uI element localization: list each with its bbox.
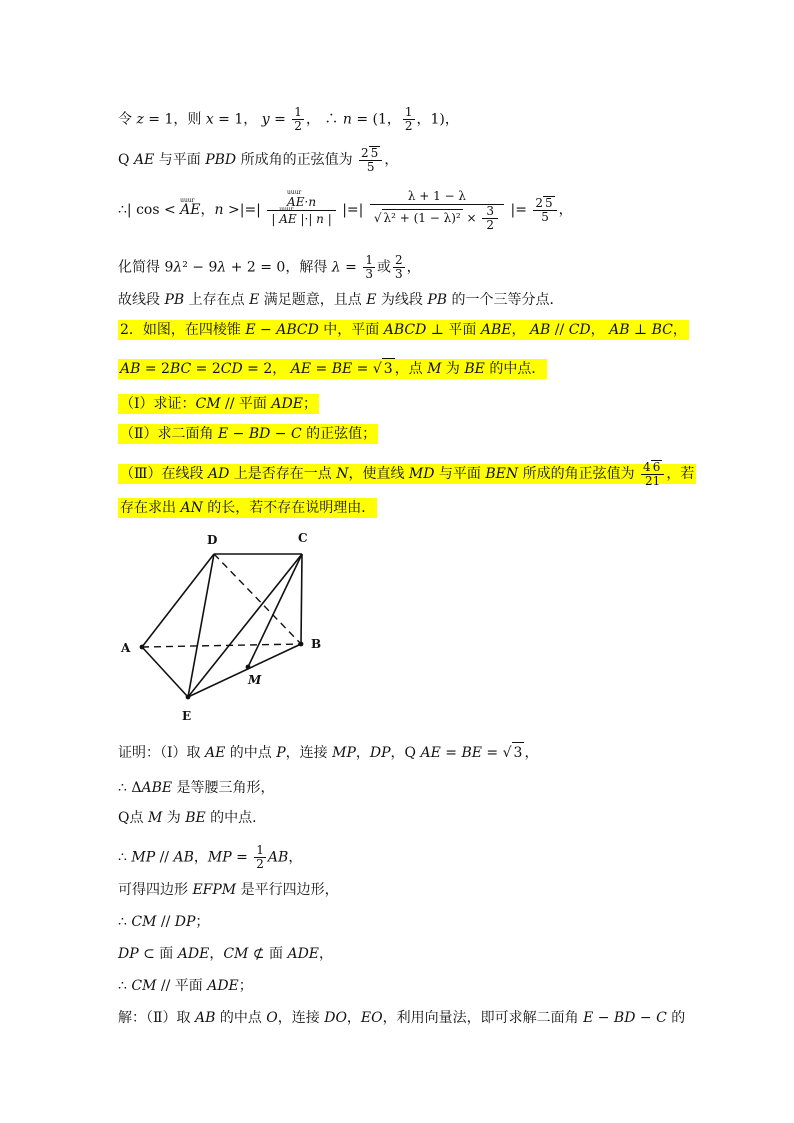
pyramid-diagram xyxy=(118,527,330,723)
edge-DE xyxy=(188,554,214,697)
label-D: D xyxy=(207,533,218,547)
pyramid-figure xyxy=(118,527,330,723)
edge-AE xyxy=(142,647,188,697)
proof-line-4: ∴ MP // AB，MP = $\frac{1}{2}$ AB， xyxy=(118,843,303,871)
question-2-part-2: （Ⅱ）求二面角 E − BD − C 的正弦值； xyxy=(120,426,377,442)
fraction-4sqrt6-over-21: $\frac{4 6}{21}$ xyxy=(641,460,664,488)
label-E: E xyxy=(182,709,192,723)
solution-line-4: 化简得 9λ² − 9λ + 2 = 0，解得 λ = $\frac{1}{3}$ 或 $\frac{2}{3}$ ， xyxy=(118,253,421,281)
edge-AD xyxy=(142,554,214,647)
vertex-M xyxy=(246,665,251,670)
proof-line-9: 解：（Ⅱ）取 AB 的中点 O，连接 DO，EO，利用向量法，即可求解二面角 E − BD − C 的 xyxy=(118,1010,686,1026)
proof-line-6: ∴ CM // DP； xyxy=(118,914,210,930)
proof-line-5: 可得四边形 EFPM 是平行四边形， xyxy=(118,882,339,898)
question-2-line-2: AB = 2BC = 2CD = 2， AE = BE = √ 3 ，点 M 为 BE 的中点． xyxy=(118,358,547,379)
fraction-half: $\frac{1}{2}$ xyxy=(294,105,302,133)
solution-line-1: 令 z = 1，则 x = 1， y = $\frac{1}{2}$ ， ∴ n = (1， $\frac{1}{2}$ ，1)， xyxy=(118,105,459,133)
fraction-dot-product: u u u r $\frac{AE\cdot n}{\text{| u u u r AE |·| n |}}$ xyxy=(267,194,335,227)
fraction-2sqrt5-over-5: $\frac{2 5}{5}$ xyxy=(359,146,382,174)
label-B: B xyxy=(311,637,322,651)
fraction-lambda: λ + 1 − λ √ λ² + (1 − λ)² × $\frac{3}{2}$ xyxy=(370,188,504,232)
fraction-2sqrt5-over-5: $\frac{2 5}{5}$ xyxy=(533,196,556,224)
edge-EB xyxy=(188,644,301,697)
vertex-A xyxy=(140,645,145,650)
question-2-part-3-cont: 存在求出 AN 的长，若不存在说明理由． xyxy=(120,500,376,516)
vertex-B xyxy=(299,642,304,647)
fraction-half: $\frac{1}{2}$ xyxy=(404,105,413,133)
edge-CE xyxy=(188,554,302,697)
question-2-line-1: 2．如图，在四棱锥 E − ABCD 中，平面 ABCD ⊥ 平面 ABE， AB // CD， AB ⊥ BC， xyxy=(120,322,687,338)
edge-AB-hidden xyxy=(142,644,301,647)
label-M: M xyxy=(248,673,262,687)
edge-DB-hidden xyxy=(214,554,301,644)
fraction-half: $\frac{1}{2}$ xyxy=(256,843,264,871)
proof-line-1: 证明：（Ⅰ）取 AE 的中点 P，连接 MP，DP，Q AE = BE = √ 3 ， xyxy=(118,742,538,763)
question-2-part-3: （Ⅲ）在线段 AD 上是否存在一点 N，使直线 MD 与平面 BEN 所成的角正弦值为 $\frac{4 6}{21}$ ，若 xyxy=(120,460,695,488)
edge-CB xyxy=(301,554,302,644)
solution-line-5: 故线段 PB 上存在点 E 满足题意，且点 E 为线段 PB 的一个三等分点． xyxy=(118,292,564,308)
solution-line-3: ∴| cos < u u u r AE，n >|=| u u u r $\frac{AE\cdot n}{\text{| u u u r AE |·| n |}}$ |=| λ + 1 − λ √ λ² + (1 − λ)² × $\frac{3}{2}$ |= $\frac{2 5}{5}$ ， xyxy=(118,188,573,232)
label-C: C xyxy=(298,531,308,545)
label-A: A xyxy=(121,641,131,655)
proof-line-7: DP ⊂ 面 ADE，CM ⊄ 面 ADE， xyxy=(118,946,334,962)
fraction-one-third: $\frac{1}{3}$ xyxy=(365,253,373,281)
question-2-part-1: （Ⅰ）求证：CM // 平面 ADE； xyxy=(120,396,317,412)
solution-line-2: Q AE 与平面 PBD 所成角的正弦值为 $\frac{2 5}{5}$ ， xyxy=(118,146,399,174)
proof-line-2: ∴ ΔABE 是等腰三角形， xyxy=(118,780,275,796)
fraction-two-thirds: $\frac{2}{3}$ xyxy=(394,253,403,281)
proof-line-8: ∴ CM // 平面 ADE； xyxy=(118,978,253,994)
proof-line-3: Q点 M 为 BE 的中点． xyxy=(118,810,267,826)
vertex-E xyxy=(186,695,191,700)
